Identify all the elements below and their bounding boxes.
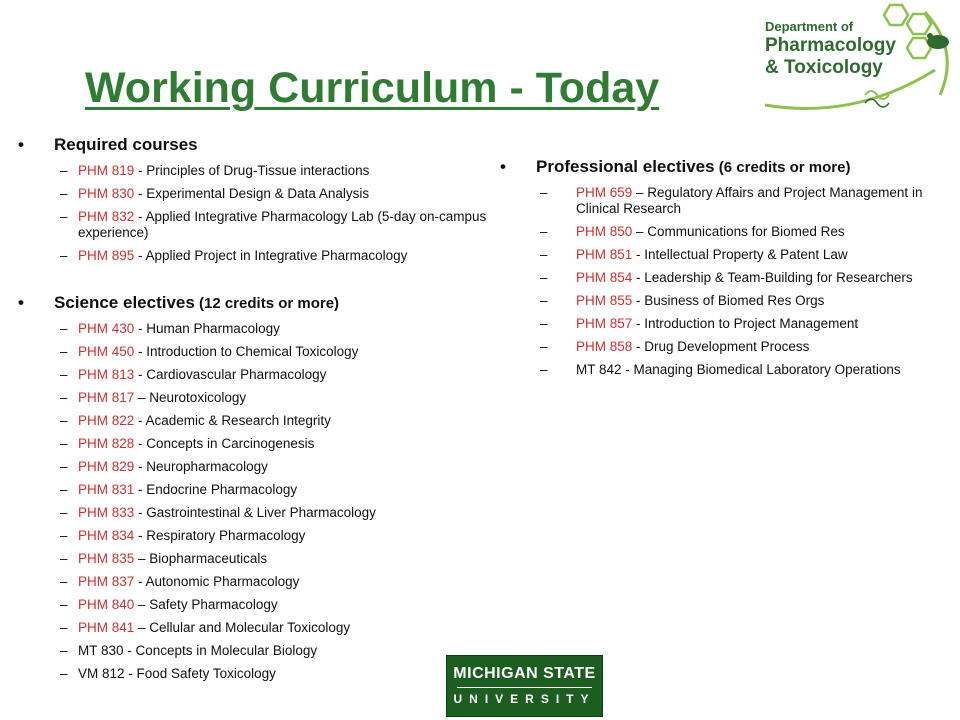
course-item bbox=[18, 321, 488, 337]
course-code: PHM 857 bbox=[576, 316, 633, 331]
course-text bbox=[78, 459, 488, 475]
course-title: - Intellectual Property & Patent Law bbox=[632, 247, 848, 262]
course-code: PHM 840 bbox=[78, 597, 135, 612]
course-title: - Introduction to Chemical Toxicology bbox=[134, 344, 359, 359]
dash-bullet: – bbox=[60, 163, 68, 178]
course-text bbox=[78, 597, 488, 613]
course-text bbox=[78, 505, 488, 521]
dash-bullet: – bbox=[540, 270, 548, 285]
science-list bbox=[18, 321, 488, 682]
course-text bbox=[78, 436, 488, 452]
right-column bbox=[500, 157, 935, 385]
bullet-icon: • bbox=[18, 293, 24, 312]
course-item bbox=[500, 224, 935, 240]
course-item bbox=[18, 209, 488, 241]
course-code: PHM 851 bbox=[576, 247, 633, 262]
dash-bullet: – bbox=[60, 436, 68, 451]
course-code: PHM 830 bbox=[78, 186, 135, 201]
course-text bbox=[78, 163, 488, 179]
dash-bullet: – bbox=[60, 597, 68, 612]
course-code: PHM 858 bbox=[576, 339, 633, 354]
course-text bbox=[78, 209, 488, 241]
course-text bbox=[576, 270, 935, 286]
science-credits: (12 credits or more) bbox=[194, 295, 340, 312]
course-title: - Applied Project in Integrative Pharmacology bbox=[134, 248, 408, 263]
course-title: – Neurotoxicology bbox=[134, 390, 247, 405]
course-code: VM 812 bbox=[78, 666, 125, 681]
course-item bbox=[18, 620, 488, 636]
course-text bbox=[78, 551, 488, 567]
course-text bbox=[576, 339, 935, 355]
dash-bullet: – bbox=[540, 339, 548, 354]
course-text bbox=[576, 316, 935, 332]
course-text bbox=[78, 413, 488, 429]
course-item bbox=[18, 666, 488, 682]
course-code: PHM 841 bbox=[78, 620, 135, 635]
course-text bbox=[576, 247, 935, 263]
course-item bbox=[18, 163, 488, 179]
dash-bullet: – bbox=[60, 620, 68, 635]
course-item bbox=[18, 551, 488, 567]
course-code: PHM 895 bbox=[78, 248, 135, 263]
course-title: - Concepts in Carcinogenesis bbox=[134, 436, 315, 451]
course-item bbox=[18, 186, 488, 202]
course-title: - Leadership & Team-Building for Researchers bbox=[632, 270, 913, 285]
course-title: – Safety Pharmacology bbox=[134, 597, 278, 612]
professional-heading-row bbox=[500, 157, 935, 177]
course-code: PHM 817 bbox=[78, 390, 135, 405]
dash-bullet: – bbox=[60, 209, 68, 224]
course-item bbox=[18, 482, 488, 498]
course-item bbox=[18, 597, 488, 613]
course-title: - Respiratory Pharmacology bbox=[134, 528, 306, 543]
science-heading: Science electives bbox=[54, 293, 195, 312]
required-section bbox=[18, 135, 488, 264]
course-title: - Business of Biomed Res Orgs bbox=[632, 293, 825, 308]
course-item bbox=[18, 367, 488, 383]
course-title: - Neuropharmacology bbox=[134, 459, 268, 474]
course-item bbox=[18, 248, 488, 264]
course-item bbox=[18, 459, 488, 475]
course-title: - Managing Biomedical Laboratory Operations bbox=[621, 362, 901, 377]
course-title: - Academic & Research Integrity bbox=[134, 413, 331, 428]
course-title: - Principles of Drug-Tissue interactions bbox=[134, 163, 370, 178]
course-title: - Food Safety Toxicology bbox=[124, 666, 276, 681]
course-item bbox=[18, 344, 488, 360]
course-text bbox=[78, 482, 488, 498]
course-text bbox=[576, 224, 935, 240]
course-item bbox=[500, 293, 935, 309]
course-text bbox=[78, 367, 488, 383]
course-title: - Concepts in Molecular Biology bbox=[123, 643, 318, 658]
course-text bbox=[78, 528, 488, 544]
course-code: PHM 834 bbox=[78, 528, 135, 543]
dash-bullet: – bbox=[60, 459, 68, 474]
course-item bbox=[18, 643, 488, 659]
dash-bullet: – bbox=[60, 666, 68, 681]
dash-bullet: – bbox=[540, 362, 548, 377]
course-item bbox=[500, 339, 935, 355]
course-item bbox=[18, 574, 488, 590]
dash-bullet: – bbox=[60, 321, 68, 336]
course-item bbox=[500, 185, 935, 217]
course-code: MT 842 bbox=[576, 362, 622, 377]
course-code: PHM 813 bbox=[78, 367, 135, 382]
msu-logo-line-2: UNIVERSITY bbox=[453, 692, 596, 706]
course-code: PHM 837 bbox=[78, 574, 135, 589]
course-code: PHM 828 bbox=[78, 436, 135, 451]
course-title: - Applied Integrative Pharmacology Lab (5-day on-campus experience) bbox=[78, 209, 487, 240]
dash-bullet: – bbox=[60, 367, 68, 382]
course-item bbox=[500, 362, 935, 378]
dash-bullet: – bbox=[60, 574, 68, 589]
logo-line-1: Department of bbox=[765, 19, 854, 34]
course-title: - Introduction to Project Management bbox=[632, 316, 859, 331]
science-heading-row bbox=[18, 293, 488, 313]
course-item bbox=[18, 413, 488, 429]
logo-line-3: & Toxicology bbox=[765, 57, 883, 78]
professional-heading: Professional electives bbox=[536, 157, 715, 176]
course-text bbox=[576, 185, 935, 217]
left-column bbox=[18, 135, 488, 689]
course-title: – Communications for Biomed Res bbox=[632, 224, 845, 239]
course-text bbox=[78, 344, 488, 360]
course-text bbox=[576, 293, 935, 309]
dash-bullet: – bbox=[540, 316, 548, 331]
dash-bullet: – bbox=[540, 247, 548, 262]
course-title: – Regulatory Affairs and Project Management in Clinical Research bbox=[576, 185, 923, 216]
course-item bbox=[500, 316, 935, 332]
dash-bullet: – bbox=[60, 643, 68, 658]
course-text bbox=[78, 321, 488, 337]
course-text bbox=[78, 186, 488, 202]
dash-bullet: – bbox=[60, 551, 68, 566]
professional-credits: (6 credits or more) bbox=[714, 159, 851, 176]
course-item bbox=[18, 390, 488, 406]
course-code: PHM 835 bbox=[78, 551, 135, 566]
dash-bullet: – bbox=[540, 185, 548, 200]
course-code: MT 830 bbox=[78, 643, 124, 658]
course-title: - Human Pharmacology bbox=[134, 321, 280, 336]
bullet-icon: • bbox=[500, 157, 506, 176]
course-code: PHM 829 bbox=[78, 459, 135, 474]
professional-section bbox=[500, 157, 935, 378]
course-code: PHM 819 bbox=[78, 163, 135, 178]
course-title: - Endocrine Pharmacology bbox=[134, 482, 298, 497]
course-title: - Autonomic Pharmacology bbox=[134, 574, 300, 589]
course-title: - Drug Development Process bbox=[632, 339, 810, 354]
course-code: PHM 833 bbox=[78, 505, 135, 520]
course-text bbox=[78, 574, 488, 590]
course-text bbox=[78, 620, 488, 636]
course-code: PHM 832 bbox=[78, 209, 135, 224]
course-text bbox=[78, 666, 488, 682]
course-code: PHM 430 bbox=[78, 321, 135, 336]
required-heading-row bbox=[18, 135, 488, 155]
course-code: PHM 450 bbox=[78, 344, 135, 359]
dash-bullet: – bbox=[60, 186, 68, 201]
course-code: PHM 850 bbox=[576, 224, 633, 239]
dash-bullet: – bbox=[60, 528, 68, 543]
dash-bullet: – bbox=[60, 482, 68, 497]
course-item bbox=[18, 436, 488, 452]
dash-bullet: – bbox=[60, 390, 68, 405]
course-code: PHM 831 bbox=[78, 482, 135, 497]
course-code: PHM 822 bbox=[78, 413, 135, 428]
bullet-icon: • bbox=[18, 135, 24, 154]
course-code: PHM 854 bbox=[576, 270, 633, 285]
course-text bbox=[78, 248, 488, 264]
course-title: - Experimental Design & Data Analysis bbox=[134, 186, 370, 201]
course-code: PHM 855 bbox=[576, 293, 633, 308]
required-list bbox=[18, 163, 488, 264]
dash-bullet: – bbox=[540, 293, 548, 308]
professional-list bbox=[500, 185, 935, 378]
course-title: - Gastrointestinal & Liver Pharmacology bbox=[134, 505, 376, 520]
course-title: – Biopharmaceuticals bbox=[134, 551, 268, 566]
course-item bbox=[500, 270, 935, 286]
msu-logo bbox=[446, 655, 603, 717]
dash-bullet: – bbox=[540, 224, 548, 239]
science-section bbox=[18, 293, 488, 682]
department-logo bbox=[755, 0, 960, 118]
dash-bullet: – bbox=[60, 413, 68, 428]
course-title: - Cardiovascular Pharmacology bbox=[134, 367, 327, 382]
required-heading: Required courses bbox=[54, 135, 198, 154]
dash-bullet: – bbox=[60, 248, 68, 263]
course-item bbox=[18, 505, 488, 521]
msu-logo-line-1: MICHIGAN STATE bbox=[453, 665, 596, 682]
course-text bbox=[78, 643, 488, 659]
course-code: PHM 659 bbox=[576, 185, 633, 200]
course-title: – Cellular and Molecular Toxicology bbox=[134, 620, 351, 635]
course-item bbox=[18, 528, 488, 544]
course-text bbox=[576, 362, 935, 378]
course-item bbox=[500, 247, 935, 263]
slide-title: Working Curriculum - Today bbox=[85, 64, 660, 112]
course-text bbox=[78, 390, 488, 406]
dash-bullet: – bbox=[60, 344, 68, 359]
logo-line-2: Pharmacology bbox=[765, 35, 896, 56]
dash-bullet: – bbox=[60, 505, 68, 520]
